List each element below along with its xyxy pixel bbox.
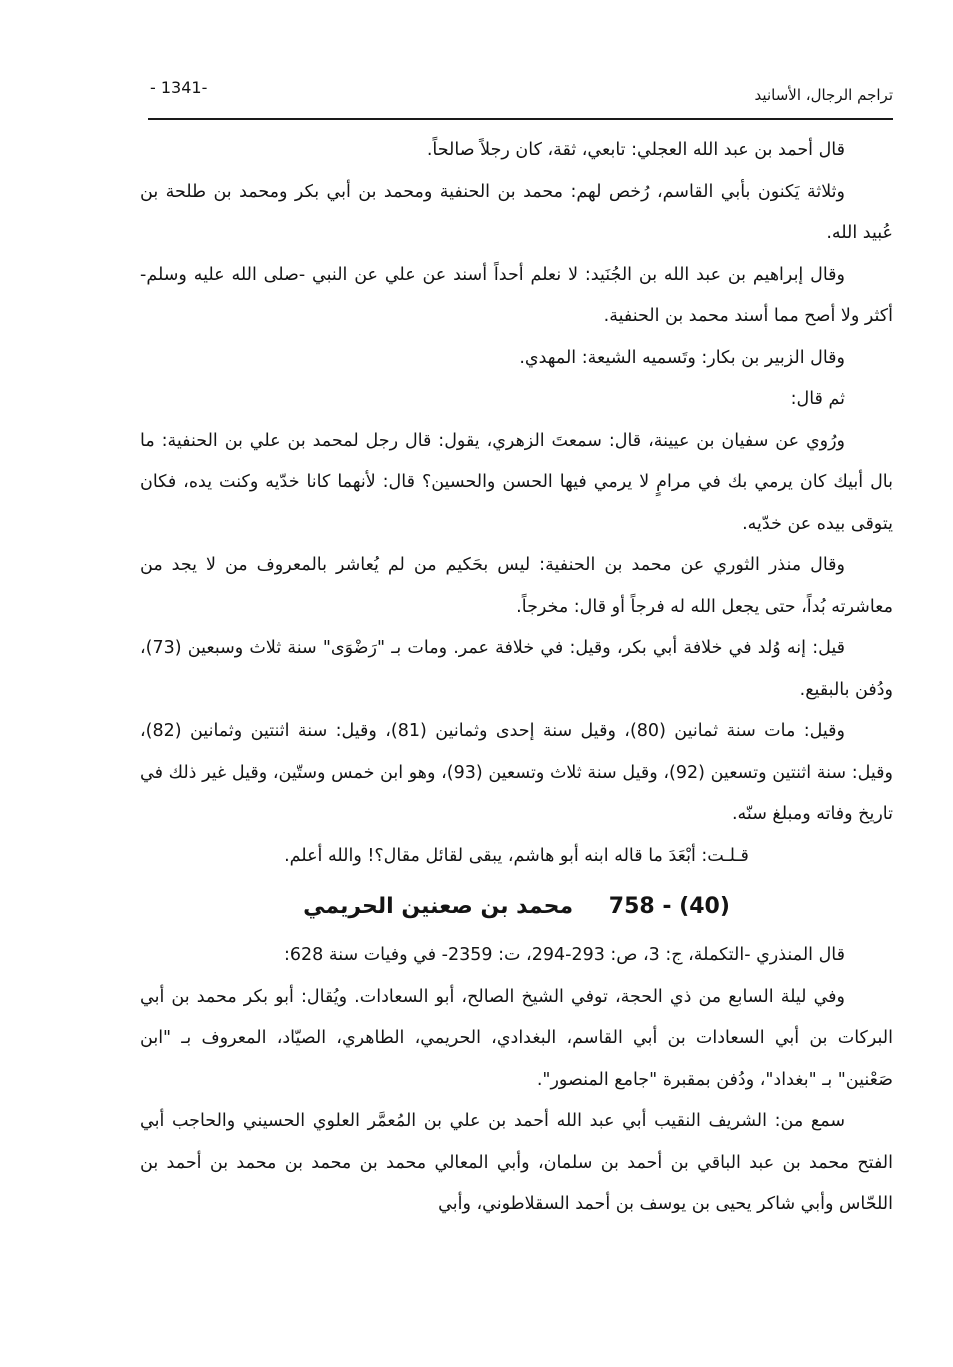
paragraph: ورُوي عن سفيان بن عيينة، قال: سمعتَ الزهري، يقول: قال رجل لمحمد بن علي بن الحنفية: ما بال أبيك كان يرمي بك في مرامٍ لا يرمي فيها الحسن والحسين؟ قال: لأنهما كانا خدّيه وكنت يده، فكان يتوقى بيده عن خدّيه. [140,430,893,534]
closing-remark: قـلـت: أبْعَدَ ما قاله ابنه أبو هاشم، يبقى لقائل مقال؟! والله أعلم. [284,845,749,866]
paragraph: وقال إبراهيم بن عبد الله بن الجُنَيد: لا نعلم أحداً أسند عن علي عن النبي -صلى الله عليه وسلم- أكثر ولا أصح مما أسند محمد بن الحنفية. [140,264,893,326]
paragraph: وثلاثة يَكنون بأبي القاسم، رُخص لهم: محمد بن الحنفية ومحمد بن أبي بكر ومحمد بن طلحة بن عُبيد الله. [140,181,893,243]
entry-heading [140,881,893,933]
entry-paragraph: سمع من: الشريف النقيب أبي عبد الله أحمد بن علي بن المُعمَّر العلوي الحسيني والحاجب أبي الفتح محمد بن عبد الباقي بن أحمد بن سلمان، وأبي المعالي محمد بن محمد بن محمد بن أحمد بن اللحّاس وأبي شاكر يحيى بن يوسف بن أحمد السقلاطوني، وأبي [140,1111,893,1214]
paragraph: ثم قال: [790,389,845,409]
paragraph: وقال منذر الثوري عن محمد بن الحنفية: ليس بحَكيم من لم يُعاشر بالمعروف من لا يجد من معاشرته بُداً، حتى يجعل الله له فرجاً أو قال: مخرجاً. [140,555,893,617]
page-body [140,130,893,1226]
paragraph: قال أحمد بن عبد الله العجلي: تابعي، ثقة، كان رجلاً صالحاً. [426,140,845,160]
paragraph: وقال الزبير بن بكار: وتَسميه الشيعة: المهدي. [519,347,845,368]
entry-number: 758 - (40) [608,894,730,919]
running-title: تراجم الرجال، الأسانيد [754,86,893,104]
page-header [148,72,893,120]
entry-paragraph: قال المنذري -التكملة، ج: 3، ص: 293-294، ت: 2359- في وفيات سنة 628: [283,945,845,965]
page-number: - 1341- [150,78,208,97]
paragraph: قيل: إنه وُلد في خلافة أبي بكر، وقيل: في خلافة عمر. ومات بـ "رَضْوَى" سنة ثلاث وسبعين (73)، ودُفن بالبقيع. [140,638,893,700]
entry-name: محمد بن صعنين الحريمي [303,894,574,919]
entry-paragraph: وفي ليلة السابع من ذي الحجة، توفي الشيخ الصالح، أبو السعادات. ويُقال: أبو بكر محمد بن أبي البركات بن أبي السعادات بن أبي القاسم، البغدادي، الحريمي، الطاهري، الصيّاد، المعروف بـ "ابن صَعْنين" بـ "بغداد"، ودُفن بمقبرة "جامع المنصور". [140,986,893,1090]
paragraph: وقيل: مات سنة ثمانين (80)، وقيل سنة إحدى وثمانين (81)، وقيل: سنة اثنتين وثمانين (82)، وقيل: سنة اثنتين وتسعين (92)، وقيل سنة ثلاث وتسعين (93)، وهو ابن خمس وستّين، وقيل غير ذلك في تاريخ وفاته ومبلغ سنّه. [140,721,893,824]
header-rule [148,118,893,120]
